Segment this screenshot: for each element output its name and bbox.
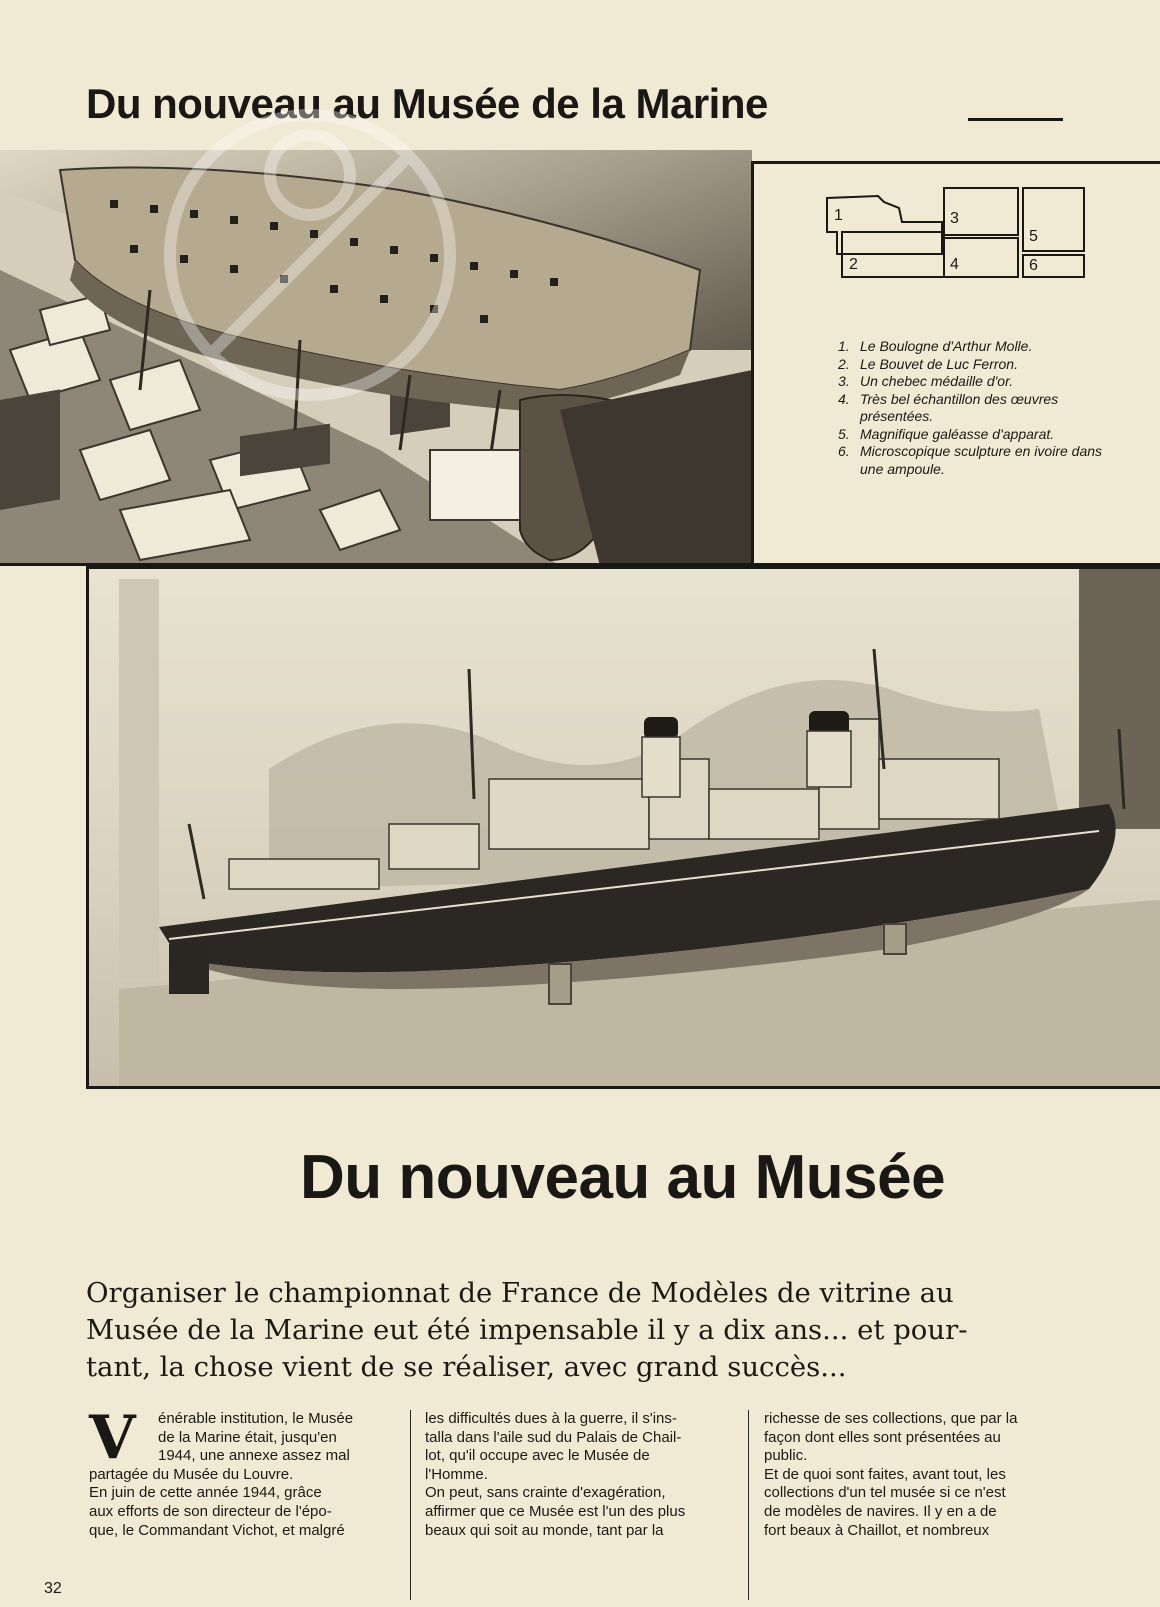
body-line: énérable institution, le Musée bbox=[158, 1410, 354, 1427]
body-line: partagée du Musée du Louvre. bbox=[89, 1465, 294, 1483]
body-line: beaux qui soit au monde, tant par la bbox=[425, 1521, 664, 1539]
body-line: façon dont elles sont présentées au bbox=[764, 1428, 1001, 1446]
body-line: public. bbox=[764, 1447, 808, 1465]
key-item: 2. Le Bouvet de Luc Ferron. bbox=[838, 355, 1018, 372]
key-number-3: 3 bbox=[950, 210, 959, 227]
drop-cap: V bbox=[89, 1403, 136, 1473]
column-divider bbox=[410, 1410, 411, 1600]
body-line: Et de quoi sont faites, avant tout, les bbox=[764, 1465, 1006, 1483]
key-number-1: 1 bbox=[834, 207, 843, 224]
lead-line: tant, la chose vient de se réaliser, avec grand succès... bbox=[86, 1351, 847, 1383]
body-line: lot, qu'il occupe avec le Musée de bbox=[425, 1447, 650, 1465]
body-line: fort beaux à Chaillot, et nombreux bbox=[764, 1521, 990, 1539]
body-column-1 bbox=[89, 1403, 401, 1540]
key-item: 4. Très bel échantillon des œuvres présentées. bbox=[838, 390, 1059, 424]
key-number-6: 6 bbox=[1029, 257, 1038, 274]
lead-line: Musée de la Marine eut été impensable il y a dix ans... et pour- bbox=[86, 1314, 968, 1346]
headline: Du nouveau au Musée bbox=[300, 1143, 946, 1212]
key-item: 3. Un chebec médaille d'or. bbox=[838, 373, 1014, 389]
key-item: 6. Microscopique sculpture en ivoire dans une ampoule. bbox=[838, 443, 1103, 477]
title-rule bbox=[968, 118, 1063, 121]
body-line: En juin de cette année 1944, grâce bbox=[89, 1484, 322, 1502]
body-line: talla dans l'aile sud du Palais de Chail- bbox=[425, 1428, 682, 1446]
body-line: de modèles de navires. Il y en a de bbox=[764, 1502, 997, 1520]
body-line: richesse de ses collections, que par la bbox=[764, 1410, 1018, 1427]
page-number: 32 bbox=[44, 1580, 62, 1597]
body-line: On peut, sans crainte d'exagération, bbox=[425, 1484, 666, 1502]
body-line: 1944, une annexe assez mal bbox=[158, 1447, 350, 1465]
body-line: collections d'un tel musée si ce n'est bbox=[764, 1484, 1006, 1502]
key-item: 1. Le Boulogne d'Arthur Molle. bbox=[838, 338, 1033, 354]
warship-model-photo bbox=[86, 566, 1160, 1089]
running-title: Du nouveau au Musée de la Marine bbox=[86, 80, 768, 127]
body-line: affirmer que ce Musée est l'un des plus bbox=[425, 1502, 686, 1520]
lead-paragraph bbox=[86, 1275, 1086, 1386]
body-line: que, le Commandant Vichot, et malgré bbox=[89, 1521, 345, 1539]
body-line: les difficultés dues à la guerre, il s'ins- bbox=[425, 1410, 677, 1427]
key-number-4: 4 bbox=[950, 256, 959, 273]
key-item: 5. Magnifique galéasse d'apparat. bbox=[838, 425, 1055, 442]
key-number-5: 5 bbox=[1029, 228, 1038, 245]
key-number-2: 2 bbox=[849, 256, 858, 273]
column-divider bbox=[748, 1410, 749, 1600]
photo-key-list bbox=[838, 338, 1118, 478]
lead-line: Organiser le championnat de France de Modèles de vitrine au bbox=[86, 1277, 954, 1309]
body-column-3 bbox=[764, 1410, 1074, 1540]
body-line: de la Marine était, jusqu'en bbox=[158, 1428, 337, 1446]
sailing-ship-model-photo bbox=[0, 150, 752, 566]
body-column-2 bbox=[425, 1410, 735, 1540]
body-line: l'Homme. bbox=[425, 1465, 488, 1483]
body-line: aux efforts de son directeur de l'épo- bbox=[89, 1502, 332, 1520]
